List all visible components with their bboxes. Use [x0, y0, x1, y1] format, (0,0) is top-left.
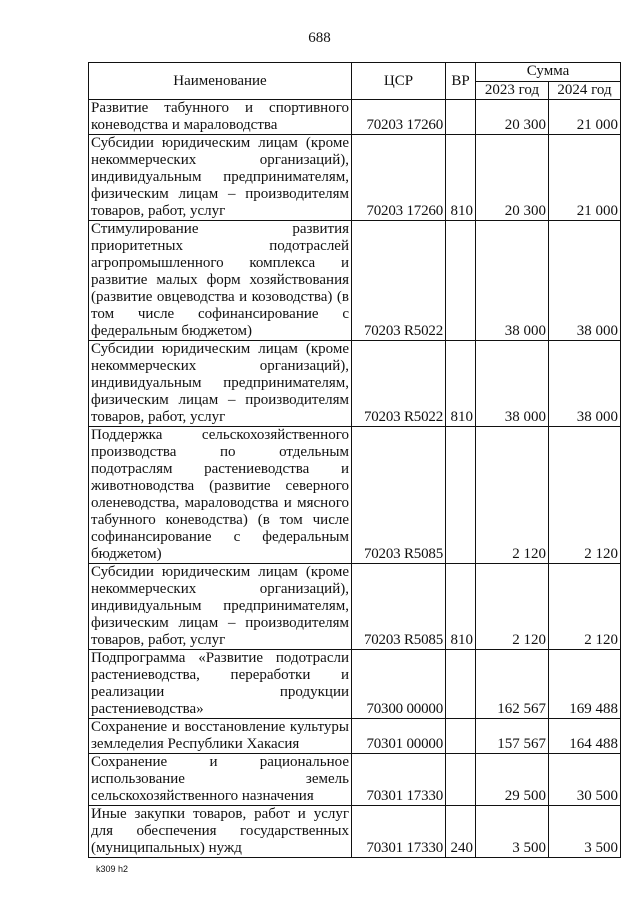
table-row [89, 100, 621, 135]
row-name: Поддержка сельскохозяйственного производства по отдельным подотраслям растениеводства и животноводства (развитие северного оленеводства, мараловодства и мясного табунного коневодства) (в том числе софинансирование с федеральным бюджетом) [89, 427, 352, 564]
table-row [89, 341, 621, 427]
row-csr: 70300 00000 [352, 650, 446, 719]
row-csr: 70203 R5022 [352, 341, 446, 427]
row-vr [446, 427, 476, 564]
table-row [89, 719, 621, 754]
row-sum-2024: 2 120 [549, 564, 621, 650]
header-year-2024: 2024 год [549, 81, 621, 100]
row-vr: 810 [446, 564, 476, 650]
row-vr: 240 [446, 806, 476, 858]
row-sum-2024: 21 000 [549, 100, 621, 135]
row-csr: 70203 R5022 [352, 221, 446, 341]
header-name: Наименование [89, 63, 352, 100]
row-sum-2024: 38 000 [549, 341, 621, 427]
table-row [89, 135, 621, 221]
row-sum-2023: 2 120 [476, 564, 549, 650]
row-sum-2023: 29 500 [476, 754, 549, 806]
row-sum-2023: 20 300 [476, 100, 549, 135]
row-csr: 70203 R5085 [352, 564, 446, 650]
row-csr: 70203 17260 [352, 100, 446, 135]
row-csr: 70203 17260 [352, 135, 446, 221]
row-sum-2023: 3 500 [476, 806, 549, 858]
budget-table [88, 62, 621, 858]
row-sum-2023: 157 567 [476, 719, 549, 754]
row-sum-2023: 38 000 [476, 341, 549, 427]
table-header [89, 63, 621, 100]
row-sum-2024: 2 120 [549, 427, 621, 564]
row-name: Развитие табунного и спортивного коневодства и мараловодства [89, 100, 352, 135]
header-year-2023: 2023 год [476, 81, 549, 100]
row-vr: 810 [446, 135, 476, 221]
header-csr: ЦСР [352, 63, 446, 100]
header-vr: ВР [446, 63, 476, 100]
row-name: Субсидии юридическим лицам (кроме некоммерческих организаций), индивидуальным предпринимателям, физическим лицам – производителям товаров, работ, услуг [89, 135, 352, 221]
table-row [89, 806, 621, 858]
table-body [89, 100, 621, 858]
row-csr: 70301 00000 [352, 719, 446, 754]
row-sum-2023: 2 120 [476, 427, 549, 564]
row-name: Стимулирование развития приоритетных подотраслей агропромышленного комплекса и развитие малых форм хозяйствования (развитие овцеводства и козоводства) (в том числе софинансирование с федеральным бюджетом) [89, 221, 352, 341]
row-vr: 810 [446, 341, 476, 427]
header-sum: Сумма [476, 63, 621, 82]
row-vr [446, 650, 476, 719]
table-row [89, 427, 621, 564]
row-sum-2023: 20 300 [476, 135, 549, 221]
row-sum-2024: 38 000 [549, 221, 621, 341]
row-vr [446, 754, 476, 806]
row-name: Иные закупки товаров, работ и услуг для обеспечения государственных (муниципальных) нужд [89, 806, 352, 858]
row-sum-2024: 169 488 [549, 650, 621, 719]
row-vr [446, 100, 476, 135]
table-row [89, 221, 621, 341]
page-number: 688 [308, 30, 331, 46]
row-name: Подпрограмма «Развитие подотрасли растениеводства, переработки и реализации продукции растениеводства» [89, 650, 352, 719]
row-csr: 70301 17330 [352, 754, 446, 806]
row-sum-2024: 21 000 [549, 135, 621, 221]
table-row [89, 650, 621, 719]
row-name: Субсидии юридическим лицам (кроме некоммерческих организаций), индивидуальным предпринимателям, физическим лицам – производителям товаров, работ, услуг [89, 341, 352, 427]
table-row [89, 564, 621, 650]
row-sum-2024: 30 500 [549, 754, 621, 806]
footer-code: k309 h2 [96, 864, 129, 874]
row-sum-2023: 38 000 [476, 221, 549, 341]
table-row [89, 754, 621, 806]
row-csr: 70301 17330 [352, 806, 446, 858]
row-sum-2024: 164 488 [549, 719, 621, 754]
row-vr [446, 719, 476, 754]
row-sum-2023: 162 567 [476, 650, 549, 719]
row-name: Сохранение и рациональное использование земель сельскохозяйственного назначения [89, 754, 352, 806]
row-sum-2024: 3 500 [549, 806, 621, 858]
row-vr [446, 221, 476, 341]
row-name: Субсидии юридическим лицам (кроме некоммерческих организаций), индивидуальным предпринимателям, физическим лицам – производителям товаров, работ, услуг [89, 564, 352, 650]
row-csr: 70203 R5085 [352, 427, 446, 564]
row-name: Сохранение и восстановление культуры земледелия Республики Хакасия [89, 719, 352, 754]
